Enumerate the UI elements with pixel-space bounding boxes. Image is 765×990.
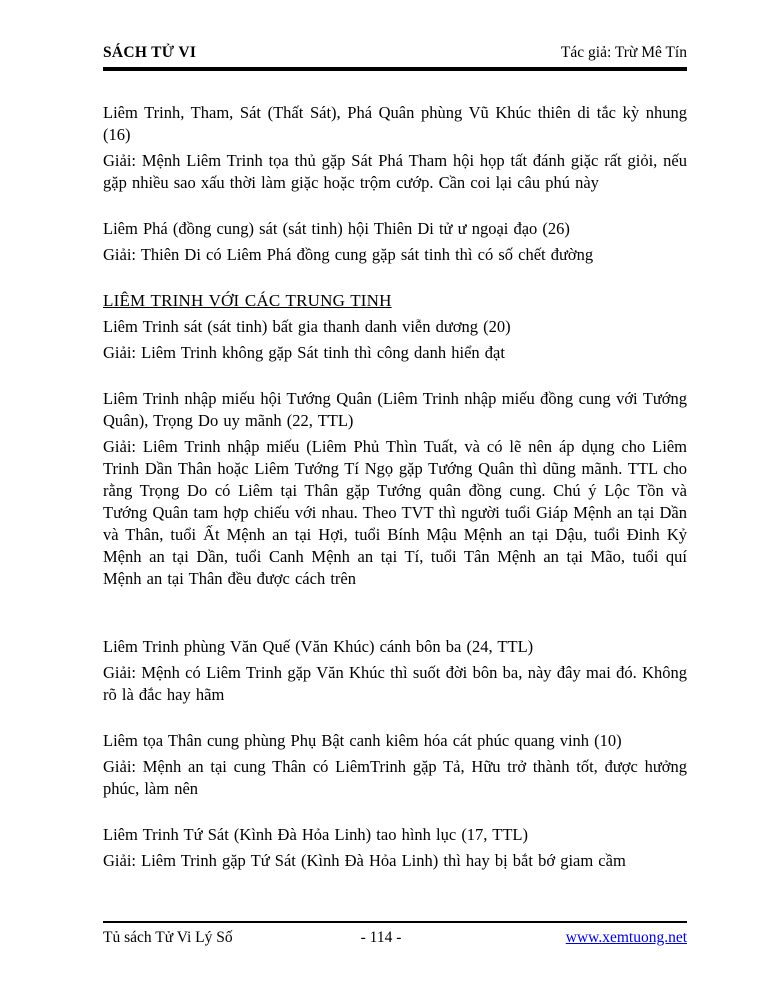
verse-paragraph: Liêm tọa Thân cung phùng Phụ Bật canh kiêm hóa cát phúc quang vinh (10): [103, 731, 622, 750]
verse-paragraph: Liêm Trinh nhập miếu hội Tướng Quân (Liêm Trinh nhập miếu đồng cung với Tướng Quân), Trọng Do uy mãnh (22, TTL): [103, 389, 687, 430]
page-number: - 114 -: [360, 929, 402, 946]
website-link[interactable]: www.xemtuong.net: [565, 929, 688, 946]
explanation-paragraph: Giải: Mệnh an tại cung Thân có LiêmTrinh gặp Tả, Hữu trở thành tốt, được hưởng phúc, làm nên: [103, 757, 687, 798]
section-heading: LIÊM TRINH VỚI CÁC TRUNG TINH: [103, 291, 392, 310]
verse-paragraph: Liêm Trinh Tứ Sát (Kình Đà Hỏa Linh) tao hình lục (17, TTL): [103, 825, 528, 844]
document-body: [103, 66, 687, 872]
explanation-paragraph: Giải: Mệnh Liêm Trinh tọa thủ gặp Sát Phá Tham hội họp tất đánh giặc rất giỏi, nếu gặp nhiều sao xấu thời làm giặc hoặc trộm cướp. Cần coi lại câu phú này: [103, 151, 687, 192]
verse-paragraph: Liêm Trinh sát (sát tinh) bất gia thanh danh viễn dương (20): [103, 317, 511, 336]
verse-paragraph: Liêm Trinh, Tham, Sát (Thất Sát), Phá Quân phùng Vũ Khúc thiên di tắc kỳ nhung (16): [103, 103, 687, 144]
verse-paragraph: Liêm Trinh phùng Văn Quế (Văn Khúc) cánh bôn ba (24, TTL): [103, 637, 534, 656]
explanation-paragraph: Giải: Mệnh có Liêm Trinh gặp Văn Khúc thì suốt đời bôn ba, này đây mai đó. Không rõ là đắc hay hãm: [103, 663, 687, 704]
footer-series-title: Tủ sách Tử Vi Lý Số: [103, 929, 233, 946]
book-title: SÁCH TỬ VI: [103, 44, 197, 61]
page-footer: [103, 921, 687, 947]
author-credit: Tác giả: Trừ Mê Tín: [560, 44, 687, 61]
footer-link-wrap: [492, 929, 687, 947]
explanation-paragraph: Giải: Liêm Trinh nhập miếu (Liêm Phủ Thìn Tuất, và có lẽ nên áp dụng cho Liêm Trinh Dần Thân hoặc Liêm Tướng Tí Ngọ gặp Tướng Quân thì dũng mãnh. TTL cho rằng Trọng Do có Liêm tại Thân gặp Tướng quân đồng cung. Chú ý Lộc Tồn và Tướng Quân tam hợp chiếu với nhau. Theo TVT thì người tuổi Giáp Mệnh an tại Dần và Thân, tuổi Ất Mệnh an tại Hợi, tuổi Bính Mậu Mệnh an tại Dậu, tuổi Đinh Kỷ Mệnh an tại Dần, tuổi Canh Mệnh an tại Tí, tuổi Tân Mệnh an tại Mão, tuổi quí Mệnh an tại Thân đều được cách trên: [103, 437, 687, 588]
explanation-paragraph: Giải: Liêm Trinh gặp Tứ Sát (Kình Đà Hỏa Linh) thì hay bị bắt bớ giam cầm: [103, 851, 626, 870]
explanation-paragraph: Giải: Liêm Trinh không gặp Sát tinh thì công danh hiển đạt: [103, 343, 505, 362]
explanation-paragraph: Giải: Thiên Di có Liêm Phá đồng cung gặp sát tinh thì có số chết đường: [103, 245, 594, 264]
verse-paragraph: Liêm Phá (đồng cung) sát (sát tinh) hội Thiên Di tử ư ngoại đạo (26): [103, 219, 570, 238]
